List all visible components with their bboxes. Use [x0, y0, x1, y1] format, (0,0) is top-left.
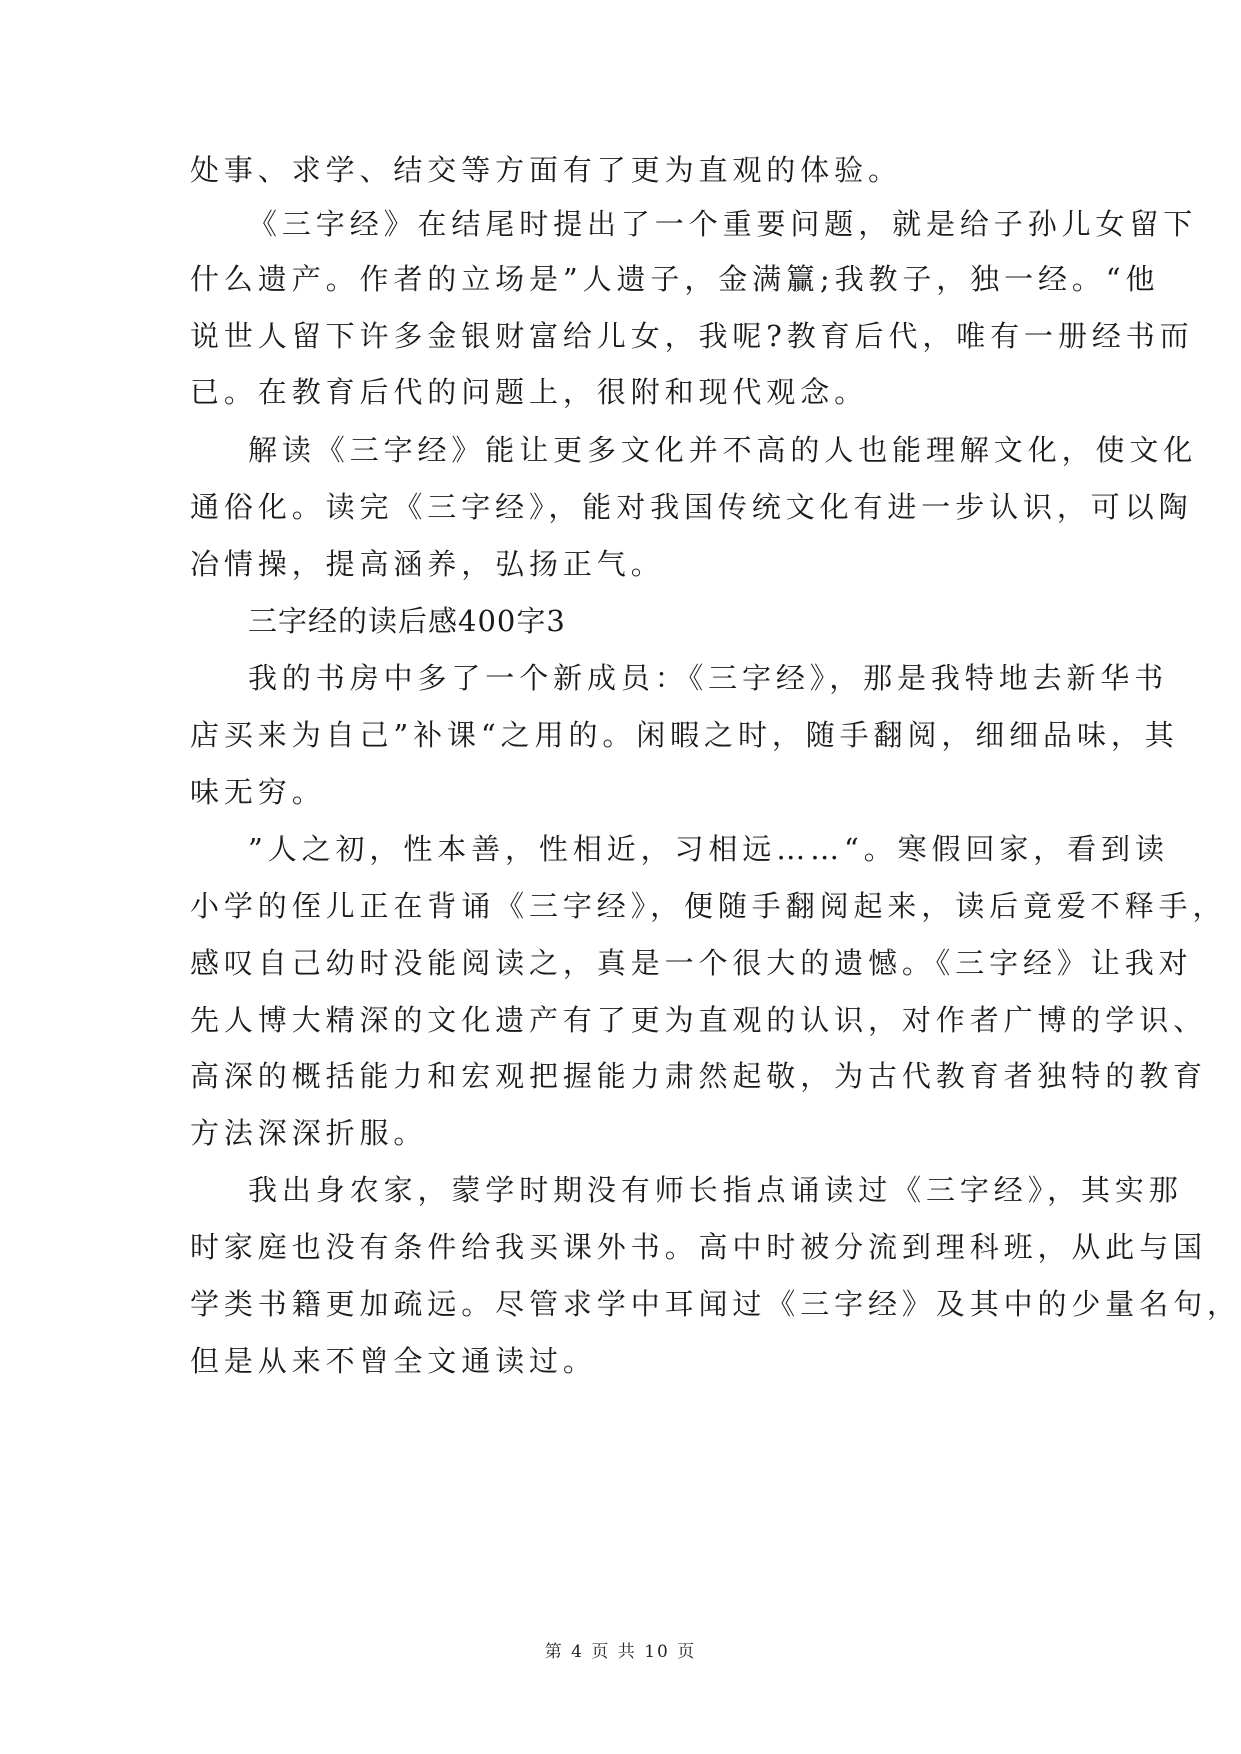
text-line: 我的书房中多了一个新成员：《三字经》，那是我特地去新华书	[248, 661, 1169, 695]
page-footer	[0, 1637, 1241, 1662]
text-line: 时家庭也没有条件给我买课外书。高中时被分流到理科班，从此与国	[190, 1230, 1208, 1264]
text-line: 冶情操，提高涵养，弘扬正气。	[190, 547, 665, 581]
text-line: 感叹自己幼时没能阅读之，真是一个很大的遗憾。《三字经》让我对	[190, 946, 1193, 980]
text-line: 《三字经》在结尾时提出了一个重要问题，就是给子孙儿女留下	[248, 207, 1198, 241]
page-number: 第 4 页 共 10 页	[544, 1642, 697, 1662]
text-line: 先人博大精深的文化遗产有了更为直观的认识，对作者广博的学识、	[190, 1003, 1208, 1037]
text-line: ”人之初，性本善，性相近，习相远……“。寒假回家，看到读	[248, 832, 1169, 866]
text-line: 小学的侄儿正在背诵《三字经》，便随手翻阅起来，读后竟爱不释手，	[190, 889, 1227, 923]
text-line: 我出身农家，蒙学时期没有师长指点诵读过《三字经》，其实那	[248, 1173, 1183, 1207]
text-line: 什么遗产。作者的立场是”人遗子，金满籯;我教子，独一经。“他	[190, 262, 1160, 296]
section-heading: 三字经的读后感400字3	[248, 604, 566, 638]
text-line: 店买来为自己”补课“之用的。闲暇之时，随手翻阅，细细品味，其	[190, 718, 1179, 752]
text-line: 处事、求学、结交等方面有了更为直观的体验。	[190, 153, 902, 187]
text-line: 但是从来不曾全文通读过。	[190, 1344, 597, 1378]
text-line: 解读《三字经》能让更多文化并不高的人也能理解文化，使文化	[248, 433, 1198, 467]
text-line: 方法深深折服。	[190, 1116, 428, 1150]
text-line: 说世人留下许多金银财富给儿女，我呢?教育后代，唯有一册经书而	[190, 319, 1194, 353]
text-line: 味无穷。	[190, 775, 326, 809]
text-line: 学类书籍更加疏远。尽管求学中耳闻过《三字经》及其中的少量名句，	[190, 1287, 1241, 1321]
text-line: 已。在教育后代的问题上，很附和现代观念。	[190, 375, 869, 409]
text-line: 通俗化。读完《三字经》，能对我国传统文化有进一步认识，可以陶	[190, 490, 1193, 524]
text-line: 高深的概括能力和宏观把握能力肃然起敬，为古代教育者独特的教育	[190, 1059, 1208, 1093]
